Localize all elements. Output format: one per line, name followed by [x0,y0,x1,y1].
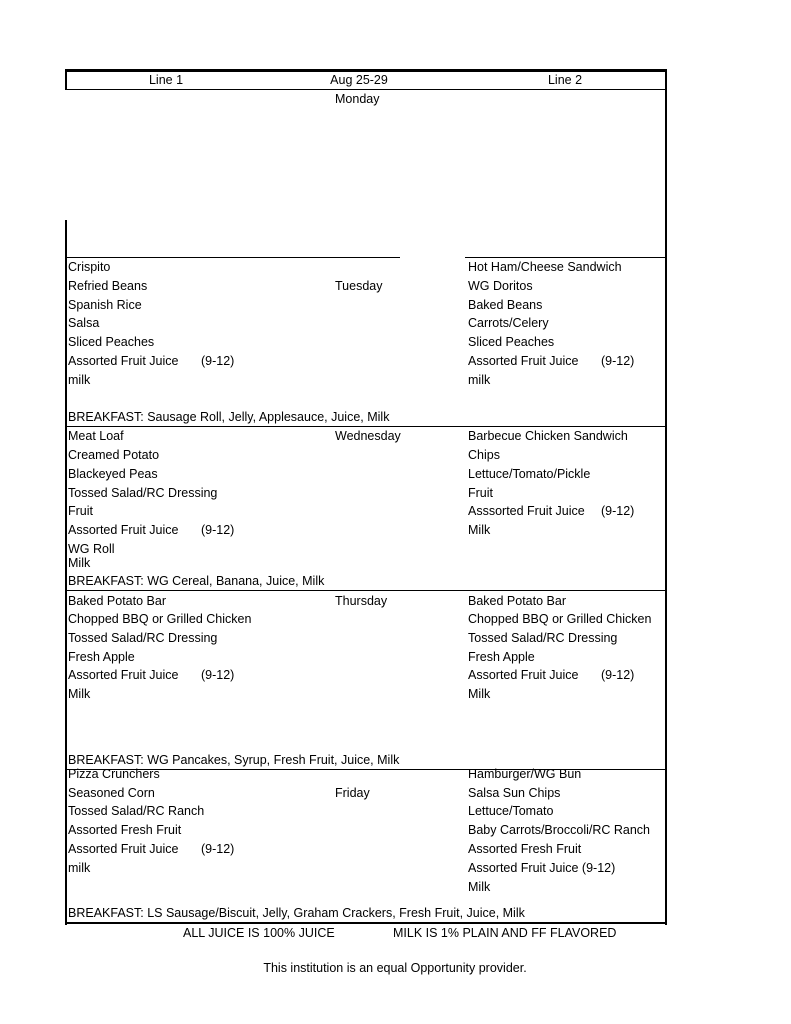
monday-right-border [665,89,667,258]
wednesday-line1-item: WG Roll [68,542,115,556]
day-label-tuesday: Tuesday [335,279,383,293]
table-border-left [65,258,67,925]
header-rule [65,89,667,90]
wednesday-line1-juice-grades: (9-12) [201,523,235,537]
tuesday-line1-item: Salsa [68,316,100,330]
separator-tue-wed [65,426,667,427]
table-border-bottom [65,922,667,924]
tuesday-line2-juice-grades: (9-12) [601,354,635,368]
wednesday-breakfast: BREAKFAST: WG Cereal, Banana, Juice, Milk [68,574,325,588]
friday-line1-item: milk [68,861,91,875]
tuesday-line1-item: milk [68,373,91,387]
table-border-top [65,69,667,72]
friday-line2-item: Lettuce/Tomato [468,804,554,818]
friday-line2-item: Hamburger/WG Bun [468,767,582,781]
monday-bottom-right [465,257,667,258]
tuesday-breakfast: BREAKFAST: Sausage Roll, Jelly, Applesauce, Juice, Milk [68,410,390,424]
thursday-line2-juice-grades: (9-12) [601,668,635,682]
thursday-line2-item: Tossed Salad/RC Dressing [468,631,618,645]
friday-breakfast: BREAKFAST: LS Sausage/Biscuit, Jelly, Graham Crackers, Fresh Fruit, Juice, Milk [68,906,525,920]
friday-line2-item: Assorted Fruit Juice (9-12) [468,861,616,875]
friday-line1-item: Seasoned Corn [68,786,155,800]
wednesday-line2-item: Chips [468,448,500,462]
header-line2: Line 2 [547,73,583,87]
tuesday-line2-item: WG Doritos [468,279,533,293]
wednesday-line1-item: Assorted Fruit Juice [68,523,179,537]
thursday-line1-item: Tossed Salad/RC Dressing [68,631,218,645]
tuesday-line1-item: Spanish Rice [68,298,142,312]
wednesday-line2-item: Fruit [468,486,493,500]
tuesday-line1-item: Assorted Fruit Juice [68,354,179,368]
thursday-line1-item: Assorted Fruit Juice [68,668,179,682]
wednesday-line2-item: Barbecue Chicken Sandwich [468,429,628,443]
thursday-line2-item: Baked Potato Bar [468,594,566,608]
wednesday-line2-item: Milk [468,523,491,537]
wednesday-line1-item: Blackeyed Peas [68,467,158,481]
day-label-monday: Monday [335,92,380,106]
friday-line2-item: Milk [468,880,491,894]
friday-line1-item: Assorted Fruit Juice [68,842,179,856]
friday-line2-item: Salsa Sun Chips [468,786,561,800]
day-label-wednesday: Wednesday [335,429,401,443]
thursday-line1-item: Chopped BBQ or Grilled Chicken [68,612,252,626]
header-line1: Line 1 [148,73,184,87]
tuesday-line2-item: milk [468,373,491,387]
equal-opportunity-statement: This institution is an equal Opportunity provider. [263,961,527,975]
friday-line1-item: Assorted Fresh Fruit [68,823,182,837]
tuesday-line1-item: Sliced Peaches [68,335,155,349]
monday-bottom-left [65,257,400,258]
friday-line2-item: Baby Carrots/Broccoli/RC Ranch [468,823,651,837]
wednesday-line1-item: Fruit [68,504,93,518]
thursday-line2-item: Milk [468,687,491,701]
tuesday-line2-item: Carrots/Celery [468,316,549,330]
wednesday-line1-item: Creamed Potato [68,448,160,462]
tuesday-line1-item: Crispito [68,260,111,274]
friday-line1-item: Pizza Crunchers [68,767,160,781]
milk-note: MILK IS 1% PLAIN AND FF FLAVORED [393,926,617,940]
day-label-friday: Friday [335,786,370,800]
tuesday-line1-juice-grades: (9-12) [201,354,235,368]
wednesday-line1-item: Meat Loaf [68,429,124,443]
table-border-right [665,258,667,925]
thursday-line1-item: Fresh Apple [68,650,135,664]
thursday-line1-item: Milk [68,687,91,701]
table-border-right-header [665,69,667,90]
wednesday-line2-item: Asssorted Fruit Juice [468,504,585,518]
juice-note: ALL JUICE IS 100% JUICE [183,926,335,940]
friday-line1-juice-grades: (9-12) [201,842,235,856]
tuesday-line2-item: Baked Beans [468,298,543,312]
thursday-breakfast: BREAKFAST: WG Pancakes, Syrup, Fresh Fruit, Juice, Milk [68,753,400,767]
tuesday-line1-item: Refried Beans [68,279,148,293]
thursday-line1-juice-grades: (9-12) [201,668,235,682]
thursday-line1-item: Baked Potato Bar [68,594,166,608]
wednesday-line1-item: Milk [68,556,91,570]
thursday-line2-item: Fresh Apple [468,650,535,664]
tuesday-line2-item: Sliced Peaches [468,335,555,349]
thursday-line2-item: Assorted Fruit Juice [468,668,579,682]
day-label-thursday: Thursday [335,594,388,608]
friday-line1-item: Tossed Salad/RC Ranch [68,804,205,818]
thursday-line2-item: Chopped BBQ or Grilled Chicken [468,612,652,626]
tuesday-line2-item: Assorted Fruit Juice [468,354,579,368]
monday-left-border [65,220,67,260]
header-week: Aug 25-29 [330,73,388,87]
wednesday-line2-juice-grades: (9-12) [601,504,635,518]
friday-line2-item: Assorted Fresh Fruit [468,842,582,856]
separator-wed-thu [65,590,667,591]
tuesday-line2-item: Hot Ham/Cheese Sandwich [468,260,622,274]
wednesday-line1-item: Tossed Salad/RC Dressing [68,486,218,500]
wednesday-line2-item: Lettuce/Tomato/Pickle [468,467,591,481]
